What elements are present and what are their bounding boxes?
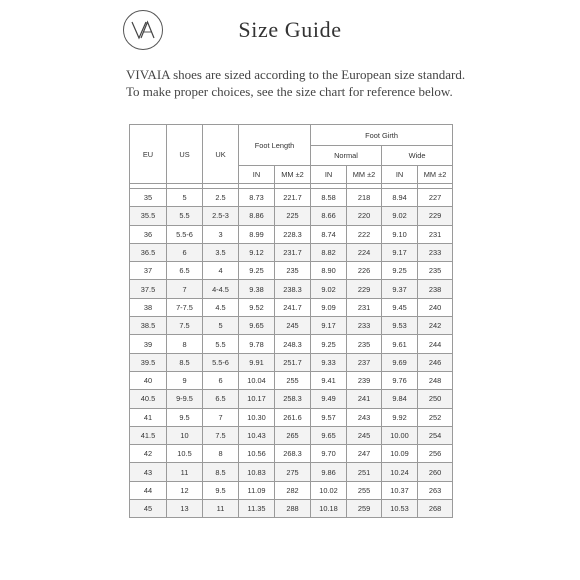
cell-normal-mm: 241 [347, 390, 382, 408]
cell-us: 5 [167, 189, 203, 207]
cell-us: 7 [167, 280, 203, 298]
intro-line-2: To make proper choices, see the size chart for reference below. [126, 84, 453, 99]
cell-uk: 9.5 [203, 481, 239, 499]
cell-normal-mm: 237 [347, 353, 382, 371]
cell-normal-in: 8.90 [311, 262, 347, 280]
cell-length-in: 11.35 [239, 500, 275, 518]
table-row [130, 408, 453, 426]
table-row [130, 262, 453, 280]
cell-uk: 3 [203, 225, 239, 243]
cell-length-mm: 248.3 [275, 335, 311, 353]
cell-length-in: 8.73 [239, 189, 275, 207]
header-foot-girth: Foot Girth [311, 125, 453, 146]
cell-us: 6.5 [167, 262, 203, 280]
table-row [130, 298, 453, 316]
cell-uk: 7.5 [203, 426, 239, 444]
cell-normal-in: 8.66 [311, 207, 347, 225]
cell-us: 7.5 [167, 317, 203, 335]
cell-eu: 40.5 [130, 390, 167, 408]
cell-us: 9 [167, 371, 203, 389]
cell-eu: 41.5 [130, 426, 167, 444]
table-row [130, 353, 453, 371]
cell-wide-mm: 254 [418, 426, 453, 444]
cell-eu: 39 [130, 335, 167, 353]
cell-wide-in: 10.37 [382, 481, 418, 499]
cell-wide-in: 9.69 [382, 353, 418, 371]
cell-eu: 41 [130, 408, 167, 426]
cell-length-in: 9.52 [239, 298, 275, 316]
cell-length-mm: 261.6 [275, 408, 311, 426]
cell-normal-in: 8.58 [311, 189, 347, 207]
cell-uk: 2.5-3 [203, 207, 239, 225]
header-eu: EU [130, 125, 167, 184]
cell-wide-in: 10.24 [382, 463, 418, 481]
table-row [130, 500, 453, 518]
cell-wide-in: 10.00 [382, 426, 418, 444]
cell-normal-in: 9.65 [311, 426, 347, 444]
cell-wide-in: 9.02 [382, 207, 418, 225]
table-row [130, 225, 453, 243]
header-us: US [167, 125, 203, 184]
cell-eu: 36.5 [130, 243, 167, 261]
header-length-in: IN [239, 166, 275, 184]
cell-normal-mm: 222 [347, 225, 382, 243]
cell-normal-in: 10.02 [311, 481, 347, 499]
cell-eu: 43 [130, 463, 167, 481]
cell-eu: 35 [130, 189, 167, 207]
cell-uk: 4-4.5 [203, 280, 239, 298]
cell-length-in: 10.56 [239, 445, 275, 463]
cell-normal-mm: 259 [347, 500, 382, 518]
cell-length-in: 8.99 [239, 225, 275, 243]
cell-normal-mm: 224 [347, 243, 382, 261]
cell-us: 8.5 [167, 353, 203, 371]
cell-length-mm: 288 [275, 500, 311, 518]
header-normal-mm: MM ±2 [347, 166, 382, 184]
cell-length-mm: 265 [275, 426, 311, 444]
table-row [130, 481, 453, 499]
cell-normal-mm: 226 [347, 262, 382, 280]
cell-us: 5.5-6 [167, 225, 203, 243]
cell-length-mm: 241.7 [275, 298, 311, 316]
cell-length-in: 10.04 [239, 371, 275, 389]
cell-normal-mm: 229 [347, 280, 382, 298]
cell-normal-in: 9.02 [311, 280, 347, 298]
cell-wide-mm: 268 [418, 500, 453, 518]
table-row [130, 463, 453, 481]
cell-length-mm: 255 [275, 371, 311, 389]
table-row [130, 335, 453, 353]
cell-wide-in: 9.61 [382, 335, 418, 353]
cell-uk: 11 [203, 500, 239, 518]
cell-normal-mm: 255 [347, 481, 382, 499]
header-length-mm: MM ±2 [275, 166, 311, 184]
cell-length-mm: 258.3 [275, 390, 311, 408]
header-foot-length: Foot Length [239, 125, 311, 166]
cell-normal-in: 9.57 [311, 408, 347, 426]
header-uk: UK [203, 125, 239, 184]
cell-wide-mm: 263 [418, 481, 453, 499]
cell-eu: 38 [130, 298, 167, 316]
cell-wide-mm: 242 [418, 317, 453, 335]
cell-us: 10 [167, 426, 203, 444]
cell-uk: 5.5-6 [203, 353, 239, 371]
cell-wide-mm: 233 [418, 243, 453, 261]
cell-wide-in: 9.25 [382, 262, 418, 280]
cell-normal-in: 9.41 [311, 371, 347, 389]
cell-uk: 2.5 [203, 189, 239, 207]
cell-wide-mm: 252 [418, 408, 453, 426]
cell-wide-in: 10.53 [382, 500, 418, 518]
cell-normal-in: 9.09 [311, 298, 347, 316]
cell-uk: 3.5 [203, 243, 239, 261]
cell-wide-mm: 260 [418, 463, 453, 481]
size-chart-body [130, 189, 453, 518]
cell-length-in: 11.09 [239, 481, 275, 499]
cell-normal-in: 8.82 [311, 243, 347, 261]
cell-normal-mm: 218 [347, 189, 382, 207]
cell-us: 7-7.5 [167, 298, 203, 316]
cell-normal-in: 9.86 [311, 463, 347, 481]
cell-eu: 37.5 [130, 280, 167, 298]
cell-length-mm: 228.3 [275, 225, 311, 243]
table-row [130, 243, 453, 261]
cell-us: 8 [167, 335, 203, 353]
cell-wide-in: 9.10 [382, 225, 418, 243]
cell-eu: 39.5 [130, 353, 167, 371]
cell-length-in: 8.86 [239, 207, 275, 225]
page-title: Size Guide [238, 17, 342, 42]
cell-us: 9-9.5 [167, 390, 203, 408]
cell-eu: 35.5 [130, 207, 167, 225]
cell-wide-in: 9.76 [382, 371, 418, 389]
cell-length-in: 10.43 [239, 426, 275, 444]
cell-normal-mm: 245 [347, 426, 382, 444]
cell-us: 11 [167, 463, 203, 481]
cell-normal-mm: 243 [347, 408, 382, 426]
cell-length-mm: 221.7 [275, 189, 311, 207]
cell-length-in: 10.17 [239, 390, 275, 408]
cell-uk: 8.5 [203, 463, 239, 481]
cell-eu: 36 [130, 225, 167, 243]
cell-uk: 8 [203, 445, 239, 463]
intro-line-1: VIVAIA shoes are sized according to the European size standard. [126, 67, 466, 82]
cell-wide-in: 9.45 [382, 298, 418, 316]
cell-wide-in: 10.09 [382, 445, 418, 463]
cell-wide-mm: 227 [418, 189, 453, 207]
cell-normal-mm: 235 [347, 335, 382, 353]
cell-normal-in: 9.17 [311, 317, 347, 335]
cell-us: 12 [167, 481, 203, 499]
cell-uk: 4.5 [203, 298, 239, 316]
cell-length-in: 9.91 [239, 353, 275, 371]
cell-length-mm: 225 [275, 207, 311, 225]
cell-wide-mm: 240 [418, 298, 453, 316]
cell-wide-mm: 231 [418, 225, 453, 243]
cell-length-in: 9.65 [239, 317, 275, 335]
table-row [130, 207, 453, 225]
table-row [130, 390, 453, 408]
header-wide-in: IN [382, 166, 418, 184]
size-chart-table [129, 124, 453, 518]
cell-length-mm: 275 [275, 463, 311, 481]
cell-normal-in: 9.25 [311, 335, 347, 353]
table-row [130, 280, 453, 298]
cell-eu: 45 [130, 500, 167, 518]
table-row [130, 426, 453, 444]
cell-normal-in: 10.18 [311, 500, 347, 518]
cell-us: 6 [167, 243, 203, 261]
cell-normal-mm: 233 [347, 317, 382, 335]
cell-uk: 5.5 [203, 335, 239, 353]
cell-normal-mm: 247 [347, 445, 382, 463]
cell-normal-in: 9.33 [311, 353, 347, 371]
cell-length-mm: 245 [275, 317, 311, 335]
cell-normal-in: 9.49 [311, 390, 347, 408]
header-wide: Wide [382, 146, 453, 166]
cell-uk: 6.5 [203, 390, 239, 408]
cell-wide-mm: 238 [418, 280, 453, 298]
header-normal: Normal [311, 146, 382, 166]
cell-length-in: 10.30 [239, 408, 275, 426]
cell-us: 5.5 [167, 207, 203, 225]
cell-uk: 4 [203, 262, 239, 280]
cell-eu: 37 [130, 262, 167, 280]
cell-uk: 5 [203, 317, 239, 335]
intro-text [126, 66, 546, 100]
cell-eu: 40 [130, 371, 167, 389]
table-row [130, 189, 453, 207]
size-chart-header [130, 125, 453, 189]
cell-wide-in: 9.17 [382, 243, 418, 261]
cell-wide-in: 9.92 [382, 408, 418, 426]
cell-wide-mm: 248 [418, 371, 453, 389]
table-row [130, 317, 453, 335]
cell-eu: 42 [130, 445, 167, 463]
cell-wide-in: 9.37 [382, 280, 418, 298]
cell-normal-mm: 220 [347, 207, 382, 225]
cell-us: 10.5 [167, 445, 203, 463]
header-normal-in: IN [311, 166, 347, 184]
cell-length-mm: 251.7 [275, 353, 311, 371]
cell-length-in: 9.12 [239, 243, 275, 261]
cell-length-mm: 238.3 [275, 280, 311, 298]
cell-us: 13 [167, 500, 203, 518]
cell-uk: 6 [203, 371, 239, 389]
cell-wide-mm: 256 [418, 445, 453, 463]
cell-normal-in: 8.74 [311, 225, 347, 243]
cell-eu: 44 [130, 481, 167, 499]
cell-eu: 38.5 [130, 317, 167, 335]
cell-wide-in: 9.84 [382, 390, 418, 408]
cell-wide-in: 8.94 [382, 189, 418, 207]
cell-uk: 7 [203, 408, 239, 426]
cell-length-in: 10.83 [239, 463, 275, 481]
cell-length-in: 9.25 [239, 262, 275, 280]
cell-normal-mm: 251 [347, 463, 382, 481]
cell-us: 9.5 [167, 408, 203, 426]
cell-wide-mm: 229 [418, 207, 453, 225]
table-row [130, 445, 453, 463]
cell-length-mm: 282 [275, 481, 311, 499]
cell-normal-mm: 231 [347, 298, 382, 316]
table-row [130, 371, 453, 389]
cell-wide-mm: 250 [418, 390, 453, 408]
cell-length-mm: 235 [275, 262, 311, 280]
cell-length-in: 9.38 [239, 280, 275, 298]
cell-length-in: 9.78 [239, 335, 275, 353]
cell-wide-mm: 244 [418, 335, 453, 353]
cell-length-mm: 268.3 [275, 445, 311, 463]
cell-wide-mm: 235 [418, 262, 453, 280]
cell-wide-in: 9.53 [382, 317, 418, 335]
cell-normal-in: 9.70 [311, 445, 347, 463]
cell-normal-mm: 239 [347, 371, 382, 389]
cell-wide-mm: 246 [418, 353, 453, 371]
header-wide-mm: MM ±2 [418, 166, 453, 184]
cell-length-mm: 231.7 [275, 243, 311, 261]
